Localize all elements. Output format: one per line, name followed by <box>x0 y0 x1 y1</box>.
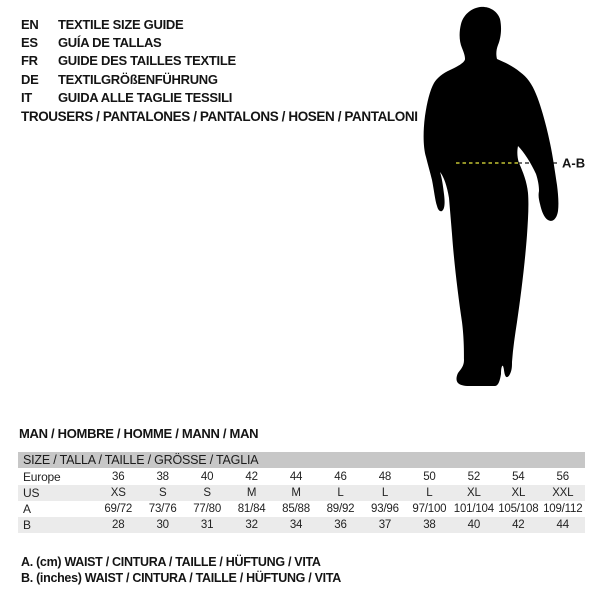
language-label-de: TEXTILGRÖßENFÜHRUNG <box>58 71 218 87</box>
us-size-cell: XL <box>511 487 526 499</box>
table-row-a-cm <box>18 501 585 517</box>
europe-size-cell: 38 <box>156 471 169 483</box>
b-inch-cell: 30 <box>156 519 169 531</box>
a-cm-cell: 85/88 <box>282 503 310 515</box>
language-label-en: TEXTILE SIZE GUIDE <box>58 16 184 32</box>
language-code-es: ES <box>21 34 38 50</box>
a-cm-cell: 93/96 <box>371 503 399 515</box>
row-label-us: US <box>23 486 40 500</box>
us-size-cell: XXL <box>552 487 574 499</box>
b-inch-cell: 32 <box>245 519 258 531</box>
b-inch-cell: 36 <box>334 519 347 531</box>
a-cm-cell: 109/112 <box>543 503 583 515</box>
a-cm-cell: 69/72 <box>104 503 133 515</box>
table-row-us <box>18 485 585 501</box>
table-row-b-inches <box>18 517 585 533</box>
product-category-title: TROUSERS / PANTALONES / PANTALONS / HOSEN / PANTALONI <box>21 109 418 124</box>
language-row-it <box>21 88 236 106</box>
us-size-cell: L <box>337 487 344 499</box>
language-row-de <box>21 70 236 88</box>
language-row-es <box>21 33 236 51</box>
a-cm-cell: 105/108 <box>498 503 539 515</box>
us-size-cell: M <box>291 487 301 499</box>
us-size-cell: S <box>158 487 167 499</box>
measurement-footnotes <box>21 554 341 587</box>
size-table-header: SIZE / TALLA / TAILLE / GRÖSSE / TAGLIA <box>18 452 585 469</box>
language-label-es: GUÍA DE TALLAS <box>58 34 162 50</box>
footnote-b-inches: B. (inches) WAIST / CINTURA / TAILLE / HÜFTUNG / VITA <box>21 571 341 586</box>
a-cm-cell: 101/104 <box>453 503 494 515</box>
a-cm-cell: 89/92 <box>326 503 355 515</box>
a-cm-cell: 77/80 <box>193 503 222 515</box>
europe-size-cell: 36 <box>112 471 125 483</box>
europe-size-cell: 46 <box>334 471 347 483</box>
us-size-cell: L <box>426 487 433 499</box>
language-label-fr: GUIDE DES TAILLES TEXTILE <box>58 53 236 69</box>
b-inch-cell: 42 <box>512 519 525 531</box>
us-size-cell: XS <box>110 487 126 499</box>
europe-size-cell: 54 <box>512 471 525 483</box>
language-code-it: IT <box>21 89 32 105</box>
row-label-europe: Europe <box>23 470 61 484</box>
table-row-europe <box>18 469 585 485</box>
europe-size-cell: 42 <box>245 471 258 483</box>
us-size-cell: S <box>203 487 211 499</box>
b-inch-cell: 34 <box>289 519 303 531</box>
us-size-cell: M <box>246 487 257 499</box>
language-label-it: GUIDA ALLE TAGLIE TESSILI <box>58 89 233 105</box>
europe-size-cell: 52 <box>467 471 481 483</box>
language-code-en: EN <box>21 16 39 32</box>
europe-size-cell: 40 <box>200 471 214 483</box>
europe-size-cell: 48 <box>378 471 392 483</box>
us-size-cell: L <box>381 487 389 499</box>
man-silhouette-figure <box>400 0 600 420</box>
language-list <box>21 15 236 106</box>
a-cm-cell: 81/84 <box>237 503 266 515</box>
us-size-cell: XL <box>467 487 481 499</box>
b-inch-cell: 44 <box>556 519 569 531</box>
size-table <box>18 452 585 533</box>
b-inch-cell: 28 <box>112 519 125 531</box>
language-code-de: DE <box>21 71 39 87</box>
footnote-a-cm: A. (cm) WAIST / CINTURA / TAILLE / HÜFTUNG / VITA <box>21 555 321 569</box>
europe-size-cell: 50 <box>423 471 436 483</box>
row-label-b: B <box>23 518 31 532</box>
b-inch-cell: 38 <box>423 519 436 531</box>
b-inch-cell: 40 <box>467 519 481 531</box>
a-cm-cell: 73/76 <box>148 503 177 515</box>
gender-section-title: MAN / HOMBRE / HOMME / MANN / MAN <box>19 426 259 441</box>
b-inch-cell: 31 <box>200 519 214 531</box>
language-code-fr: FR <box>21 53 38 69</box>
europe-size-cell: 56 <box>556 471 569 483</box>
man-silhouette <box>424 7 559 386</box>
language-row-fr <box>21 52 236 70</box>
b-inch-cell: 37 <box>378 519 392 531</box>
row-label-a: A <box>23 502 31 516</box>
language-row-en <box>21 15 236 33</box>
europe-size-cell: 44 <box>289 471 303 483</box>
measure-label: A-B <box>562 155 586 171</box>
a-cm-cell: 97/100 <box>412 503 447 515</box>
